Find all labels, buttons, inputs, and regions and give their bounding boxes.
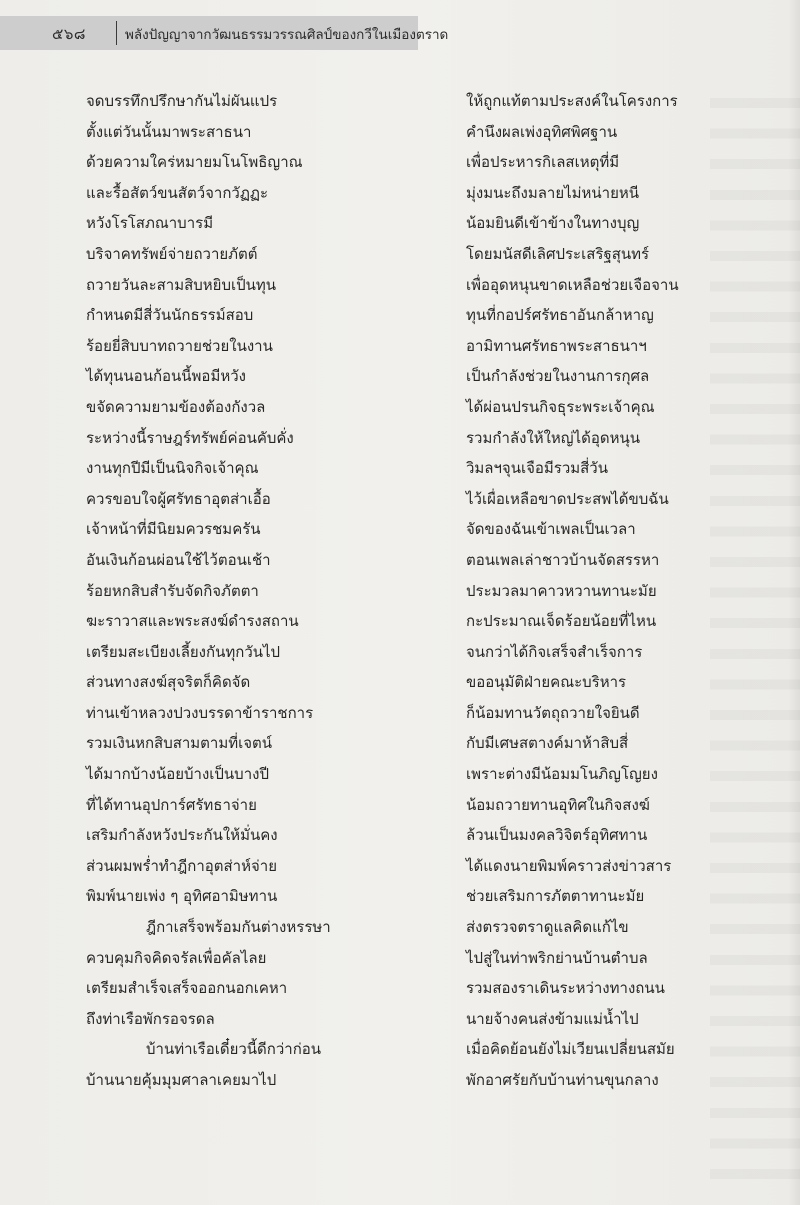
poem-line: ขออนุมัติฝ่ายคณะบริหาร (466, 673, 627, 692)
poem-line: ได้ทุนนอนก้อนนี้พอมีหวัง (86, 367, 246, 386)
poem-line: ได้แดงนายพิมพ์คราวส่งข่าวสาร (466, 856, 672, 875)
poem-line: บ้านท่าเรือเดี๋ยวนี้ดีกว่าก่อน (146, 1040, 322, 1059)
poem-line: น้อมถวายทานอุทิศในกิจสงฆ์ (466, 795, 650, 814)
poem-line: ร้อยยี่สิบบาทถวายช่วยในงาน (86, 336, 273, 355)
poem-line: ตั้งแต่วันนั้นมาพระสาธนา (86, 122, 252, 141)
poem-line: ฆะราวาสและพระสงฆ์ดำรงสถาน (86, 612, 299, 631)
poem-line: กำหนดมีสี่วันนักธรรม์สอบ (86, 306, 254, 325)
poem-line: คำนึงผลเพ่งอุทิศพิศฐาน (466, 122, 618, 141)
poem-line: ไปสู่ในท่าพริกย่านบ้านตำบล (466, 948, 648, 967)
poem-line: นายจ้างคนส่งข้ามแม่น้ำไป (466, 1009, 639, 1028)
poem-line: ท่านเข้าหลวงปวงบรรดาข้าราชการ (86, 703, 314, 722)
poem-line: ล้วนเป็นมงคลวิจิตร์อุทิศทาน (466, 826, 648, 845)
poem-line: อันเงินก้อนผ่อนใช้ไว้ตอนเช้า (86, 550, 271, 569)
poem-line: ด้วยความใคร่หมายมโนโพธิญาณ (86, 153, 303, 172)
running-title: พลังปัญญาจากวัฒนธรรมวรรณศิลป์ของกวีในเมืองตราด (125, 27, 449, 43)
poem-line: เตรียมสำเร็จเสร็จออกนอกเคหา (86, 979, 288, 998)
poem-line: พักอาศรัยกับบ้านท่านขุนกลาง (466, 1071, 659, 1089)
poem-line: ช่วยเสริมการภัตตาทานะมัย (466, 887, 645, 906)
poem-line: ก็น้อมทานวัตถุถวายใจยินดี (466, 703, 640, 722)
poem-line: กับมีเศษสตางค์มาห้าสิบสี่ (466, 734, 629, 753)
poem-line: มุ่งมนะถึงมลายไม่หน่ายหนี (466, 183, 640, 202)
poem-line: ส่วนผมพร่ำทำฎีกาอุตส่าห์จ่าย (86, 856, 277, 875)
poem-line: และรื้อสัตว์ขนสัตว์จากวัฏฏะ (86, 183, 269, 202)
show-through-text (710, 80, 800, 1180)
poem-line: ควรขอบใจผู้ศรัทธาอุตส่าเอื้อ (86, 489, 271, 508)
page-header (0, 16, 449, 50)
poem-line: จัดของฉันเข้าเพลเป็นเวลา (466, 520, 636, 539)
poem-line: บ้านนายคุ้มมุมศาลาเคยมาไป (86, 1071, 277, 1089)
poem-line: ขจัดความยามข้องต้องกังวล (86, 397, 266, 416)
poem-line: อามิทานศรัทธาพระสาธนาฯ (466, 336, 647, 355)
poem-line: ควบคุมกิจคิดจรัลเพื่อคัลไลย (86, 948, 267, 967)
poem-line: รวมเงินหกสิบสามตามที่เจตน์ (86, 734, 273, 753)
poem-line: เมื่อคิดย้อนยังไม่เวียนเปลี่ยนสมัย (466, 1040, 675, 1059)
poem-line: ได้ผ่อนปรนกิจธุระพระเจ้าคุณ (466, 397, 655, 416)
poem-line: ส่วนทางสงฆ์สุจริตก็คิดจัด (86, 673, 251, 692)
poem-line: ฎีกาเสร็จพร้อมกันต่างหรรษา (146, 918, 331, 937)
poem-line: พิมพ์นายเพ่ง ๆ อุทิศอามิษทาน (86, 887, 278, 906)
poem-line: ทุนที่กอปร์ศรัทธาอันกล้าหาญ (466, 306, 654, 325)
poem-line: งานทุกปีมีเป็นนิจกิจเจ้าคุณ (86, 459, 259, 478)
poem-line: เพื่อประหารกิเลสเหตุที่มี (466, 153, 620, 172)
poem-line: เป็นกำลังช่วยในงานการกุศล (466, 367, 650, 386)
poem-line: หวังโรโสภณาบารมี (86, 214, 214, 233)
poem-line: เตรียมสะเบียงเลี้ยงกันทุกวันไป (86, 642, 281, 661)
poem-line: เสริมกำลังหวังประกันให้มั่นคง (86, 826, 278, 845)
poem-line: น้อมยินดีเข้าข้างในทางบุญ (466, 214, 640, 233)
poem-line: ไว้เผื่อเหลือขาดประสพได้ขบฉัน (466, 489, 669, 508)
poem-line: ตอนเพลเล่าชาวบ้านจัดสรรหา (466, 550, 660, 569)
page-number: ๕๖๘ (52, 25, 86, 43)
poem-line: รวมสองราเดินระหว่างทางถนน (466, 979, 665, 998)
poem-line: จดบรรทึกปรึกษากันไม่ผันแปร (86, 92, 278, 110)
poem-line: ระหว่างนี้ราษฎร์ทรัพย์ค่อนคับคั่ง (86, 428, 294, 447)
poem-line: รวมกำลังให้ใหญ่ได้อุดหนุน (466, 428, 641, 447)
poem-line: ส่งตรวจตราดูแลคิดแก้ไข (466, 918, 629, 937)
poem-left-column (86, 86, 416, 1096)
poem-line: ถึงท่าเรือพักรอจรดล (86, 1009, 215, 1028)
poem-line: บริจาคทรัพย์จ่ายถวายภัตต์ (86, 244, 258, 263)
poem-line: เพราะต่างมีน้อมมโนภิญโญยง (466, 765, 658, 784)
poem-line: ร้อยหกสิบสำรับจัดกิจภัตตา (86, 581, 259, 600)
poem-line: เจ้าหน้าที่มีนิยมควรชมครัน (86, 520, 261, 539)
poem-line: ถวายวันละสามสิบหยิบเป็นทุน (86, 275, 277, 294)
poem-line: โดยมนัสดีเลิศประเสริฐสุนทร์ (466, 244, 650, 263)
page-edge-shadow (788, 0, 800, 1205)
poem-line: ได้มากบ้างน้อยบ้างเป็นบางปี (86, 765, 269, 784)
header-divider (116, 21, 117, 45)
poem-line: ให้ถูกแท้ตามประสงค์ในโครงการ (466, 92, 678, 110)
poem-line: ประมวลมาคาวหวานทานะมัย (466, 581, 657, 600)
poem-line: ที่ได้ทานอุปการ์ศรัทธาจ่าย (86, 795, 257, 814)
poem-line: วิมลฯจุนเจือมีรวมสี่วัน (466, 459, 608, 478)
poem-line: เพื่ออุดหนุนขาดเหลือช่วยเจือจาน (466, 275, 679, 294)
poem-line: จนกว่าได้กิจเสร็จสำเร็จการ (466, 642, 643, 661)
poem-line: กะประมาณเจ็ดร้อยน้อยที่ไหน (466, 612, 657, 631)
